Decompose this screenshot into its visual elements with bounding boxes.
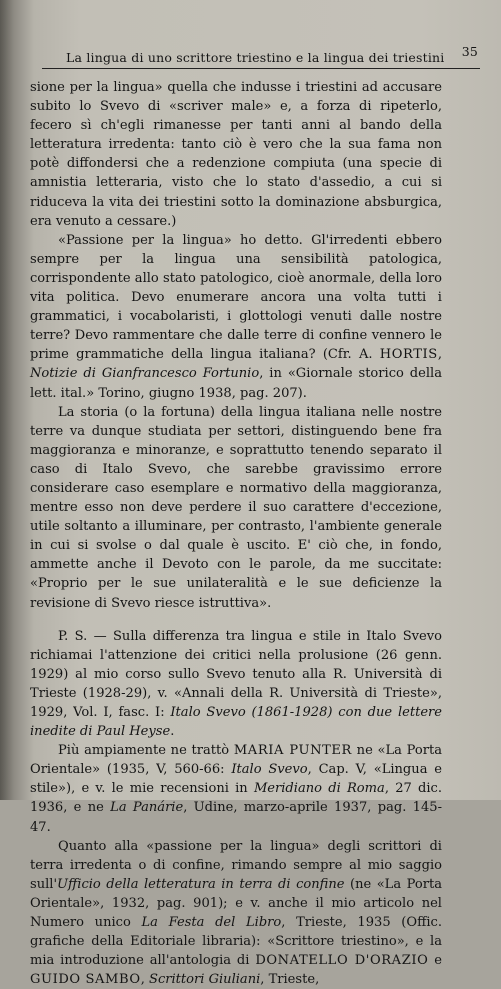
- running-header: [60, 44, 480, 68]
- postscript-paragraph: P. S. — Sulla differenza tra lingua e stile in Italo Svevo richiamai l'attenzione dei critici nella prolusione (26 genn. 1929) al mio corso sullo Svevo tenuto alla R. Università di Trieste (1928-29), v. «Annali della R. Università di Trieste», 1929, Vol. I, fasc. I: Italo Svevo (1861-1928) con due lettere inedite di Paul Heyse.: [30, 628, 442, 740]
- paragraph-2: «Passione per la lingua» ho detto. Gl'irredenti ebbero sempre per la lingua una sensibilità patologica, corrispondente allo stato patologico, cioè anormale, della loro vita politica. Devo enumerare ancora una volta tutti i grammatici, i vocabolaristi, i glottologi venuti dalle nostre terre? Devo rammentare che dalle terre di confine vennero le prime grammatiche della lingua italiana? (Cfr. A. HORTIS, Notizie di Gianfrancesco Fortunio, in «Giornale storico della lett. ital.» Torino, giugno 1938, pag. 207).: [30, 232, 442, 401]
- work-title: Meridiano di Roma: [253, 781, 385, 797]
- work-title: Italo Svevo: [231, 762, 308, 778]
- work-title: La Panárie: [110, 800, 184, 816]
- author-name: GUIDO SAMBO: [30, 972, 141, 988]
- main-text: [30, 78, 442, 989]
- paragraph-1: sione per la lingua» quella che indusse i triestini ad accusare subito lo Svevo di «scriver male» e, a forza di ripeterlo, fecero sì ch'egli rimanesse per tanti anni al bando della letteratura irredenta: tanto ciò è vero che la sua fama non potè diffondersi che a redenzione compiuta (una specie di amnistia letteraria, visto che lo stato d'assedio, a cui si riduceva la vita dei triestini sotto la dominazione absburgica, era venuto a cessare.): [30, 80, 442, 229]
- work-title: La Festa del Libro: [141, 915, 282, 931]
- work-title: Notizie di Gianfrancesco Fortunio: [30, 366, 260, 382]
- work-title: Scrittori Giuliani: [149, 972, 261, 988]
- paragraph-6: Quanto alla «passione per la lingua» degli scrittori di terra irredenta o di confine, rimando sempre al mio saggio sull'Ufficio della letteratura in terra di confine (ne «La Porta Orientale», 1932, pag. 901); e v. anche il mio articolo nel Numero unico La Festa del Libro, Trieste, 1935 (Offic. grafiche della Editoriale libraria): «Scrittore triestino», e la mia introduzione all'antologia di DONATELLO D'ORAZIO e GUIDO SAMBO, Scrittori Giuliani, Trieste,: [30, 838, 443, 988]
- work-title: Ufficio della letteratura in terra di confine: [57, 876, 345, 892]
- paragraph-5: Più ampiamente ne trattò MARIA PUNTER ne «La Porta Orientale» (1935, V, 560-66: Italo Svevo, Cap. V, «Lingua e stile»), e v. le mie recensioni in Meridiano di Roma, 27 dic. 1936, e ne La Panárie, Udine, marzo-aprile 1937, pag. 145-47.: [30, 743, 442, 835]
- author-name: MARIA PUNTER: [233, 743, 352, 759]
- paragraph-3: La storia (o la fortuna) della lingua italiana nelle nostre terre va dunque studiata per settori, distinguendo bene fra maggioranza e minoranze, e soprattutto tenendo separato il caso di Italo Svevo, che sarebbe gravissimo errore considerare caso esemplare e normativo della maggioranza, mentre esso non deve perdere il suo carattere d'eccezione, utile soltanto a illuminare, per contrasto, l'ambiente generale in cui si svolse o dal quale è uscito. E' ciò che, in fondo, ammette anche il Devoto con le parole, da me succitate: «Proprio per le sue unilateralità e le sue deficienze la revisione di Svevo riesce istruttiva».: [30, 404, 442, 611]
- section-gap: [30, 613, 442, 627]
- author-name: DONATELLO D'ORAZIO: [255, 953, 429, 969]
- page-number: 35: [461, 44, 478, 59]
- work-title: Italo Svevo (1861-1928) con due lettere inedite di Paul Heyse: [30, 705, 442, 740]
- author-name: HORTIS: [379, 347, 438, 363]
- header-rule: [42, 68, 480, 69]
- running-title: La lingua di uno scrittore triestino e la lingua dei triestini: [66, 50, 445, 65]
